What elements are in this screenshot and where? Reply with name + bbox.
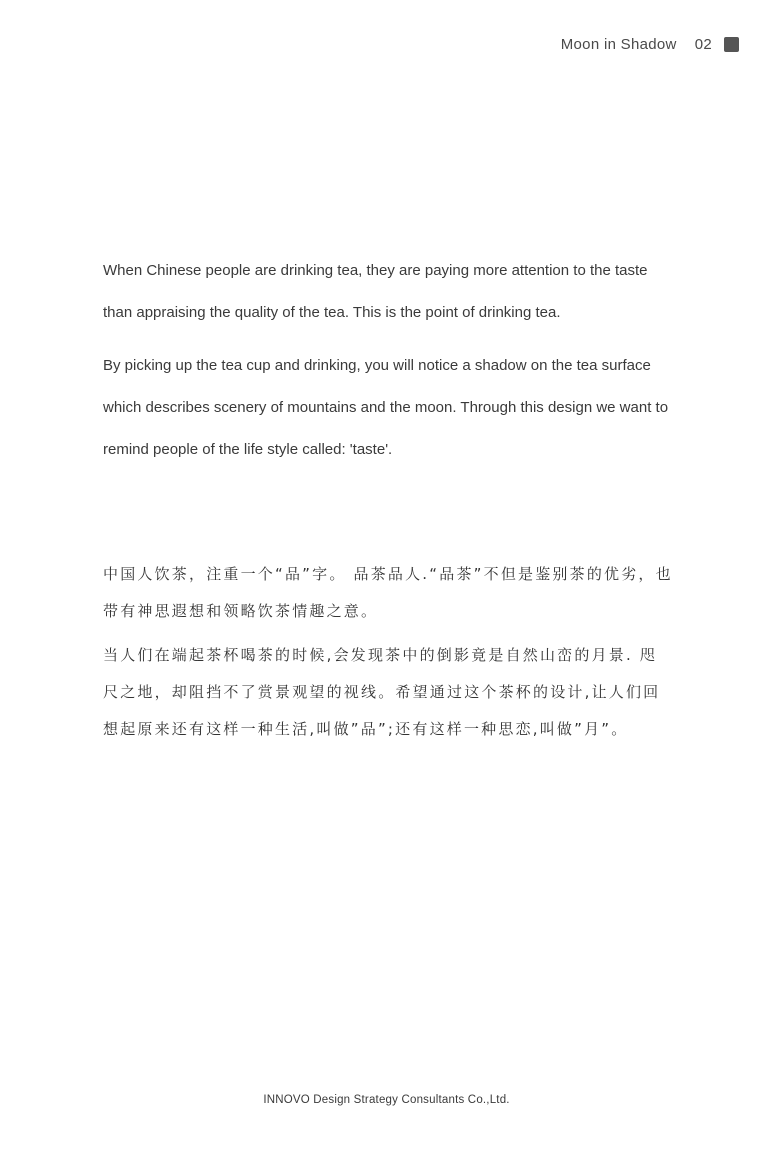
english-paragraph-1: When Chinese people are drinking tea, they are paying more attention to the taste than appraising the quality of the tea. This is the point of drinking tea. (103, 262, 648, 321)
chinese-body (103, 556, 673, 748)
chinese-paragraph-1: 中国人饮茶，注重一个“品”字。 品茶品人.“品茶”不但是鉴别茶的优劣，也带有神思遐想和领略饮茶情趣之意。 (103, 565, 673, 620)
page-header (561, 36, 739, 53)
chinese-paragraph-2: 当人们在端起茶杯喝茶的时候,会发现茶中的倒影竟是自然山峦的月景. 咫尺之地，却阻挡不了赏景观望的视线。希望通过这个茶杯的设计,让人们回想起原来还有这样一种生活,叫做”品”;还有这样一种思恋,叫做”月”。 (103, 646, 661, 738)
document-title: Moon in Shadow (560, 36, 677, 53)
page-number: 02 (694, 36, 712, 53)
english-body (103, 250, 673, 482)
english-paragraph-2: By picking up the tea cup and drinking, you will notice a shadow on the tea surface which describes scenery of mountains and the moon. Through this design we want to remind people of the life style called: 'taste'. (103, 357, 669, 458)
page-footer: INNOVO Design Strategy Consultants Co.,Ltd. (263, 1094, 510, 1106)
page-marker-square-icon (724, 37, 739, 52)
